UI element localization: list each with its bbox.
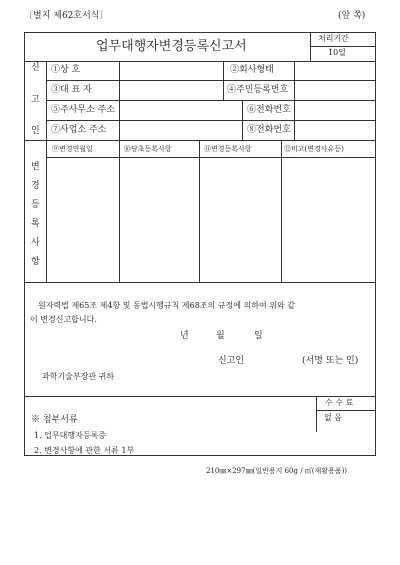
remarks-column-header: ⑫비고(변경사유등): [284, 145, 344, 153]
resident-number-label: ④주민등록번호: [227, 85, 289, 95]
representative-label: ③대 표 자: [51, 85, 92, 95]
declaration-line-2: 이 변경신고합니다.: [30, 315, 97, 324]
declarant-label: 신고인: [218, 356, 245, 366]
changes-side-char: 사: [31, 238, 40, 248]
attachment-item: 2. 변경사항에 관한 서류 1부: [34, 446, 135, 455]
processing-period-label: 처리기간: [318, 34, 349, 43]
change-date-column-header: ⑨변경연월일: [52, 145, 93, 153]
applicant-side-char: 인: [31, 126, 40, 136]
signature-note: (서명 또는 인): [302, 356, 359, 366]
attachment-item: 1. 업무대행자등록증: [34, 431, 106, 440]
changes-side-char: 등: [31, 200, 40, 210]
changes-side-char: 항: [31, 257, 40, 267]
applicant-side-char: 신: [31, 63, 40, 73]
recipient-label: 과학기술부장관 귀하: [42, 372, 115, 381]
fee-value: 없 음: [324, 413, 342, 422]
original-registration-column-header: ⑩당초등록사항: [124, 145, 172, 153]
fee-label: 수 수 료: [325, 398, 354, 407]
changes-side-char: 변: [31, 162, 40, 172]
head-office-address-label: ⑤주사무소 주소: [51, 105, 116, 115]
changed-registration-column-header: ⑪변경등록사항: [204, 145, 252, 153]
form-label: 〔별지 제62호서식〕: [24, 11, 109, 21]
date-day-label: 일: [254, 331, 263, 341]
form-table: [24, 32, 376, 456]
phone-label: ⑧전화번호: [247, 125, 291, 135]
date-month-label: 월: [216, 331, 225, 341]
changes-side-char: 경: [31, 181, 40, 191]
form-title: 업무대행자변경등록신고서: [96, 39, 247, 54]
company-type-label: ②회사형태: [230, 65, 274, 75]
processing-period-value: 10일: [328, 48, 346, 57]
paper-spec: 210㎜×297㎜(일반용지 60g / ㎡(재활용품)): [206, 467, 348, 475]
date-year-label: 년: [180, 331, 189, 341]
phone-label: ⑥전화번호: [247, 105, 291, 115]
declaration-line-1: 원자력법 제65조 제4항 및 동법시행규칙 제68조의 규정에 의하여 위와 같: [38, 301, 295, 310]
changes-side-char: 록: [31, 219, 40, 229]
applicant-side-char: 고: [31, 95, 40, 105]
attachments-title: ※ 첨부서류: [31, 415, 78, 425]
business-address-label: ⑦사업소 주소: [51, 125, 107, 135]
trade-name-label: ①상 호: [51, 65, 81, 75]
page-side-label: (앞 쪽): [338, 11, 366, 21]
